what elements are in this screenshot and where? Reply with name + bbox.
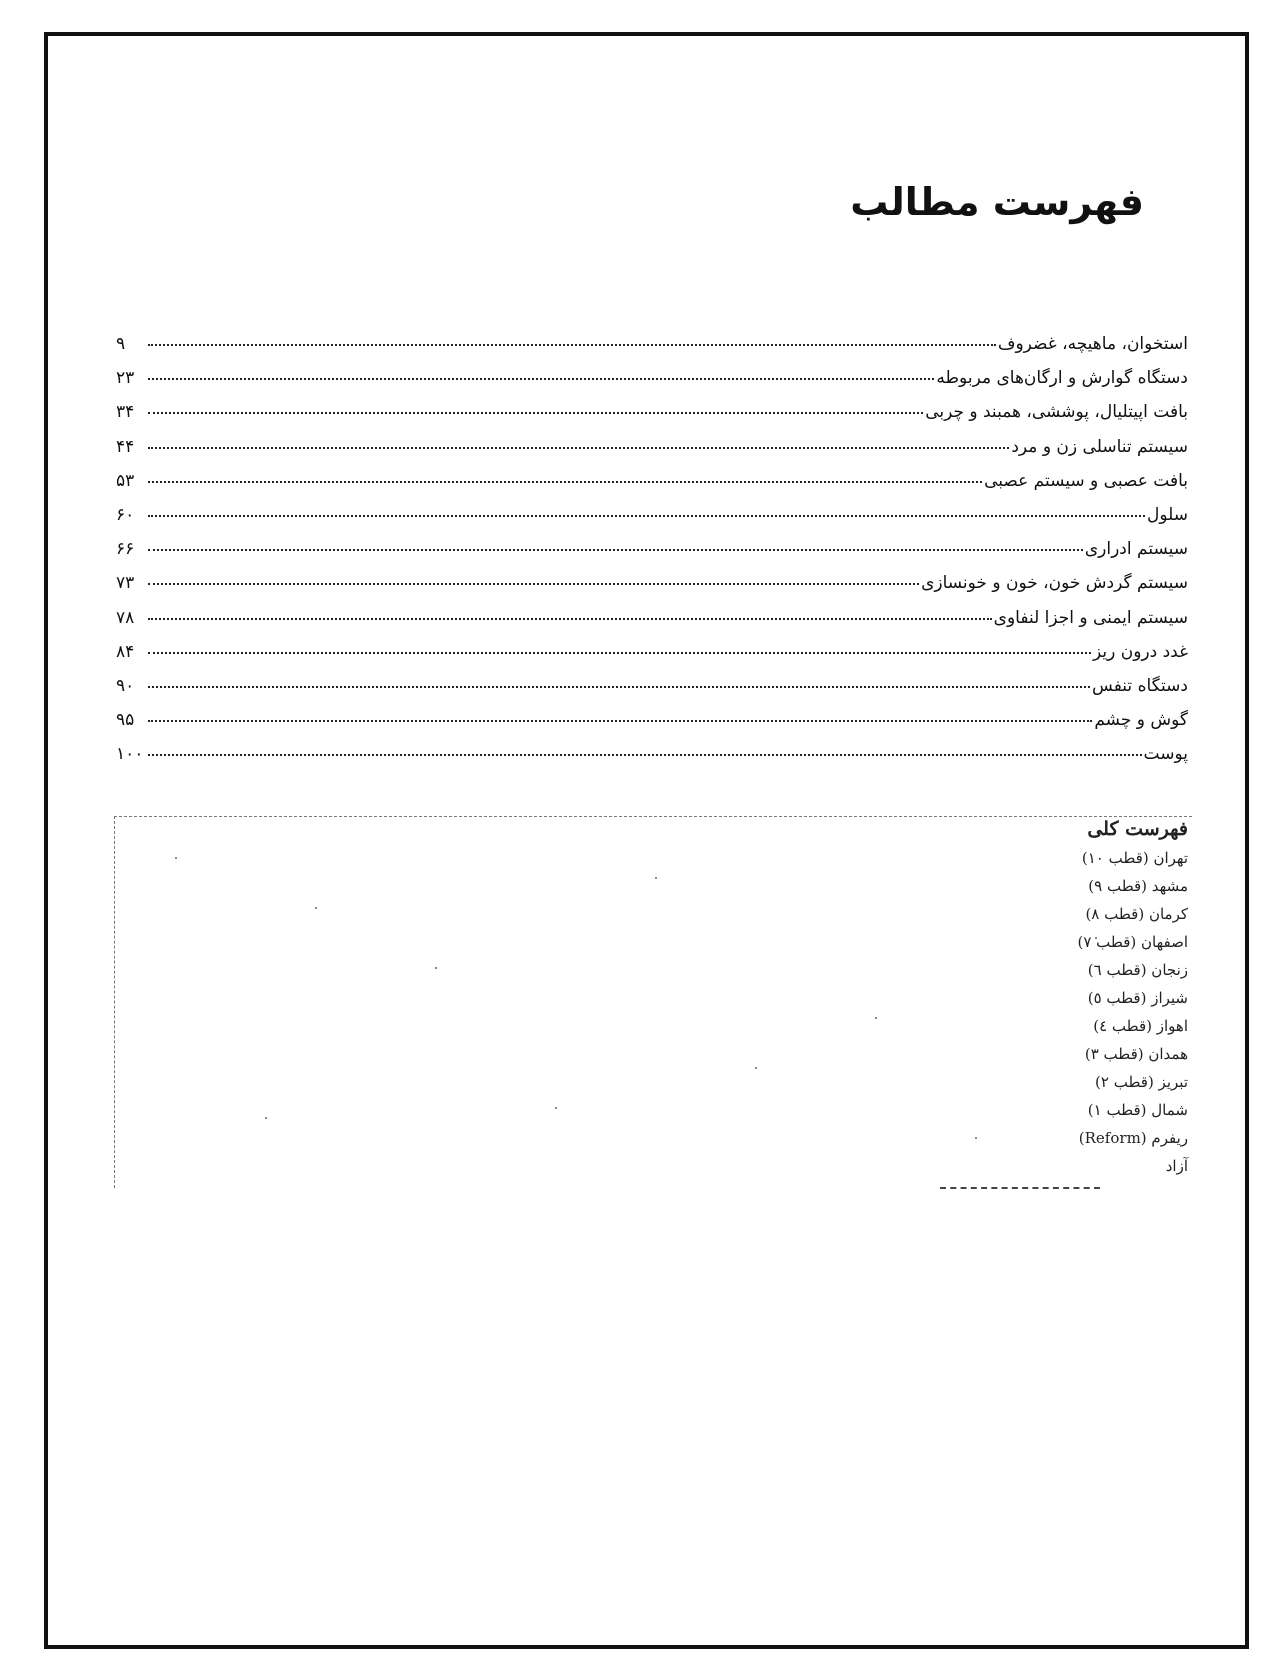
dot-leader (148, 412, 923, 414)
toc-label: غدد درون ریز (1093, 641, 1188, 662)
scanned-index-item: آزاد (1165, 1157, 1188, 1175)
toc-page-number: ۶۶ (116, 539, 135, 560)
scanned-index-item: تهران (قطب ۱۰) (1081, 849, 1188, 867)
toc-row (116, 471, 1188, 505)
scanned-index-item: شمال (قطب ۱) (1087, 1101, 1188, 1119)
toc-label: سیستم ادراری (1084, 539, 1188, 560)
toc-row (116, 608, 1188, 642)
scan-speck (315, 907, 317, 909)
dot-leader (148, 549, 1083, 551)
toc-page-number: ۹۵ (116, 710, 135, 731)
toc-label: سیستم ایمنی و اجزا لنفاوی (993, 607, 1188, 628)
dot-leader (148, 652, 1091, 654)
dot-leader (148, 583, 919, 585)
scan-speck (655, 877, 657, 879)
toc-row (116, 539, 1188, 573)
dot-leader (148, 618, 992, 620)
scan-edge-line (940, 1187, 1100, 1189)
scan-speck (875, 1017, 877, 1019)
toc-row (116, 402, 1188, 436)
scanned-index-item: اهواز (قطب ٤) (1093, 1017, 1188, 1035)
toc-label: دستگاه گوارش و ارگان‌های مربوطه (936, 368, 1188, 389)
dot-leader (148, 378, 934, 380)
scanned-index-item: ریفرم (Reform) (1078, 1129, 1188, 1147)
scanned-index-list (1077, 818, 1188, 1180)
dot-leader (148, 481, 982, 483)
scanned-index-item: همدان (قطب ۳) (1084, 1045, 1188, 1063)
scan-speck (435, 967, 437, 969)
scanned-index-item: شیراز (قطب ٥) (1087, 989, 1188, 1007)
dot-leader (148, 720, 1092, 722)
scanned-index-item: زنجان (قطب ٦) (1087, 961, 1188, 979)
toc-label: استخوان، ماهیچه، غضروف (997, 334, 1188, 354)
toc-label: گوش و چشم (1094, 710, 1188, 731)
toc-row (116, 744, 1188, 778)
dot-leader (148, 447, 1009, 449)
toc-page-number: ۷۸ (116, 607, 135, 628)
toc-label: پوست (1143, 744, 1188, 765)
scan-speck (555, 1107, 557, 1109)
toc-label: بافت عصبی و سیستم عصبی (984, 470, 1188, 491)
toc-label: سیستم تناسلی زن و مرد (1011, 436, 1188, 457)
toc-row (116, 334, 1188, 368)
scanned-insert-frame (114, 816, 1192, 1188)
toc-page-number: ۴۴ (116, 436, 135, 457)
toc-row (116, 368, 1188, 402)
toc-row (116, 676, 1188, 710)
table-of-contents (116, 334, 1188, 778)
toc-page-number: ۶۰ (116, 504, 135, 525)
toc-row (116, 437, 1188, 471)
toc-page-number: ۳۴ (116, 402, 135, 423)
toc-page-number: ۸۴ (116, 641, 135, 662)
toc-row (116, 505, 1188, 539)
toc-page-number: ۹ (116, 334, 126, 354)
toc-row (116, 710, 1188, 744)
page-title: فهرست مطالب (850, 180, 1144, 224)
toc-page-number: ۹۰ (116, 675, 135, 696)
toc-label: دستگاه تنفس (1092, 675, 1188, 696)
scanned-index-item: اصفهان (قطب ۷) (1077, 933, 1188, 951)
toc-page-number: ۷۳ (116, 573, 135, 594)
toc-row (116, 573, 1188, 607)
scan-speck (175, 857, 177, 859)
scan-speck (265, 1117, 267, 1119)
toc-page-number: ۱۰۰ (116, 744, 144, 765)
scanned-index-item: تبریز (قطب ۲) (1095, 1073, 1188, 1091)
toc-label: سیستم گردش خون، خون و خونسازی (921, 573, 1188, 594)
toc-label: بافت اپیتلیال، پوششی، همبند و چربی (925, 402, 1188, 423)
dot-leader (148, 686, 1090, 688)
scan-speck (975, 1137, 977, 1139)
scanned-index-item: مشهد (قطب ۹) (1088, 877, 1188, 895)
dot-leader (148, 754, 1142, 756)
scanned-index-item: کرمان (قطب ۸) (1085, 905, 1188, 923)
toc-row (116, 642, 1188, 676)
dot-leader (148, 515, 1145, 517)
dot-leader (148, 344, 996, 346)
toc-page-number: ۵۳ (116, 470, 135, 491)
scan-speck (755, 1067, 757, 1069)
toc-label: سلول (1146, 504, 1188, 525)
toc-page-number: ۲۳ (116, 368, 135, 389)
scanned-index-title: فهرست کلی (1087, 818, 1188, 840)
